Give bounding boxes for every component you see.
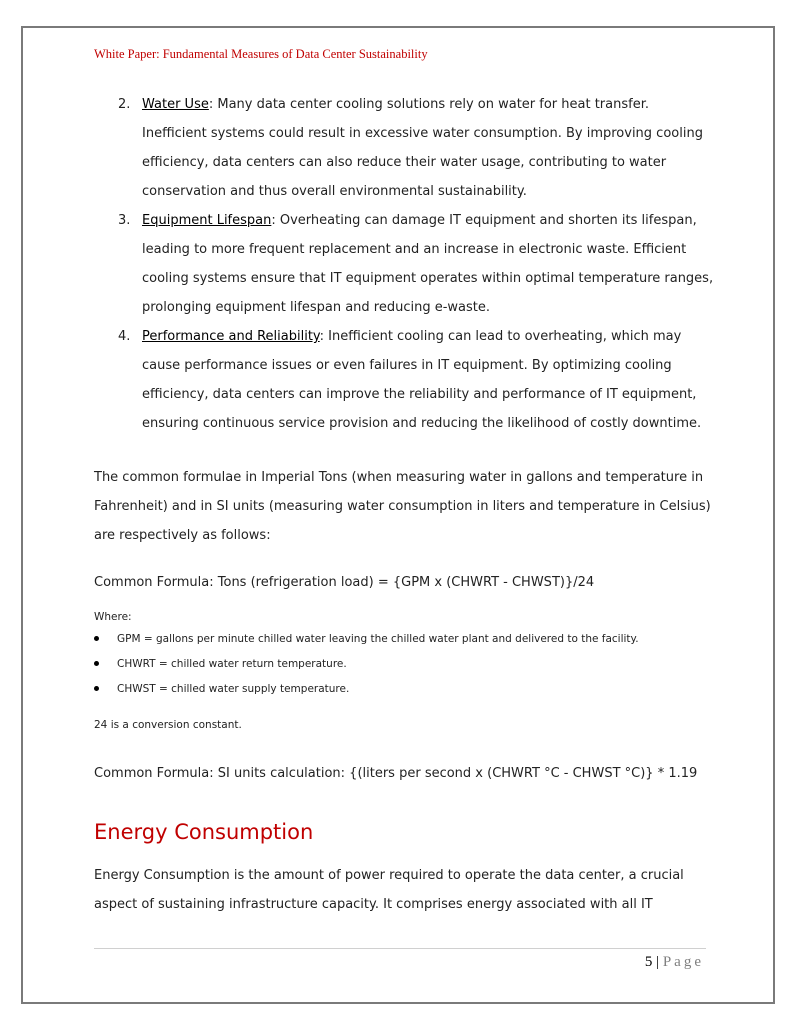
bullet-icon [94,661,99,666]
where-label: Where: [94,611,132,623]
list-item-number: 2. [118,97,131,112]
bullet-icon [94,686,99,691]
footer-separator: | [656,954,660,970]
definition-item [94,683,734,708]
definition-item [94,633,734,658]
definition-text: GPM = gallons per minute chilled water leaving the chilled water plant and delivered to the facility. [117,633,639,645]
list-item-number: 3. [118,213,131,228]
intro-paragraph: The common formulae in Imperial Tons (when measuring water in gallons and temperature in Fahrenheit) and in SI units (measuring water consumption in liters and temperature in Celsius) are respectively as follows: [94,470,711,543]
imperial-formula: Common Formula: Tons (refrigeration load) = {GPM x (CHWRT - CHWST)}/24 [94,575,595,590]
list-item-term: Equipment Lifespan [142,213,272,228]
numbered-list [94,90,714,438]
list-item [94,322,714,438]
page-label: Page [662,954,704,970]
footer-divider [94,948,706,949]
section-heading: Energy Consumption [94,820,314,844]
constant-note: 24 is a conversion constant. [94,719,242,731]
list-item-term: Water Use [142,97,209,112]
page-number: 5 [644,954,653,970]
list-item-text: : Inefficient cooling can lead to overheating, which may cause performance issues or even failures in IT equipment. By optimizing cooling efficiency, data centers can improve the reliability and performance of IT equipment, ensuring continuous service provision and reducing the likelihood of costly downtime. [142,329,702,431]
bullet-icon [94,636,99,641]
definitions-list [94,633,734,708]
list-item [94,206,714,322]
page-header-title: White Paper: Fundamental Measures of Data Center Sustainability [94,47,428,61]
definition-text: CHWRT = chilled water return temperature. [117,658,347,670]
list-item [94,90,714,206]
list-item-text: : Overheating can damage IT equipment and shorten its lifespan, leading to more frequent replacement and an increase in electronic waste. Efficient cooling systems ensure that IT equipment operates within optimal temperature ranges, prolonging equipment lifespan and reducing e-waste. [142,213,714,315]
list-item-term: Performance and Reliability [142,329,320,344]
section-paragraph: Energy Consumption is the amount of power required to operate the data center, a crucial aspect of sustaining infrastructure capacity. It comprises energy associated with all IT [94,868,684,912]
definition-text: CHWST = chilled water supply temperature. [117,683,350,695]
list-item-text: : Many data center cooling solutions rely on water for heat transfer. Inefficient systems could result in excessive water consumption. By improving cooling efficiency, data centers can also reduce their water usage, contributing to water conservation and thus overall environmental sustainability. [142,97,703,199]
definition-item [94,658,734,683]
list-item-number: 4. [118,329,131,344]
si-formula: Common Formula: SI units calculation: {(liters per second x (CHWRT °C - CHWST °C)} * 1.19 [94,766,698,781]
page-footer [645,954,704,971]
